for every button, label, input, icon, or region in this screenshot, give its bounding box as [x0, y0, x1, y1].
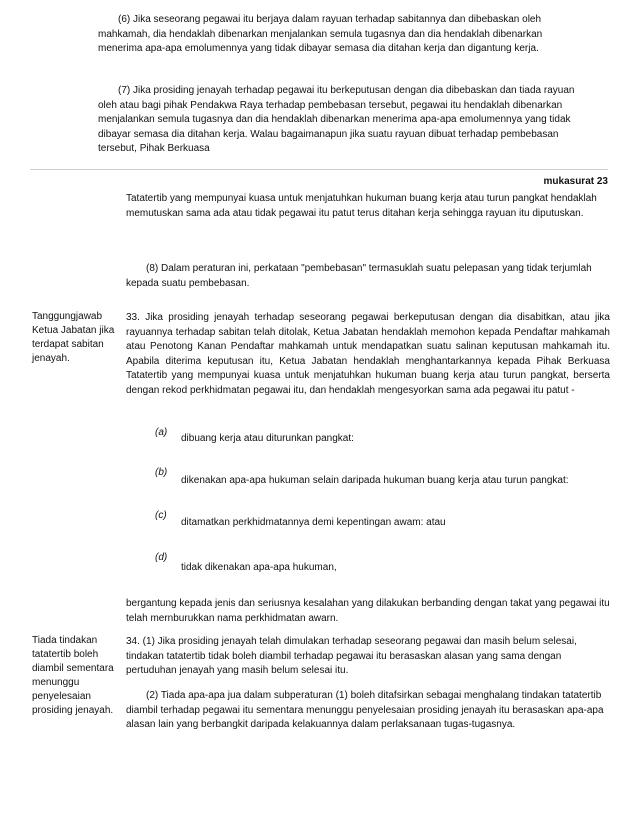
item-d-text: tidak dikenakan apa-apa hukuman, — [181, 562, 337, 573]
page-number: mukasurat 23 — [543, 176, 608, 187]
page-divider — [30, 169, 608, 170]
item-d-label: (d) — [155, 552, 168, 563]
paragraph-7: (7) Jika prosiding jenayah terhadap pegawai itu berkeputusan dengan dia dibebaskan dan tiada rayuan oleh atau bagi pihak Pendakwa Raya terhadap pembebasan tersebut, pegawai itu hendaklah dibenarkan menjalankan semula tugasnya dan dia hendaklah dibenarkan menerima apa-apa emolumennya yang tidak dibayar semasa dia ditahan kerja. Walau bagaimanapun jika suatu rayuan dibuat terhadap pembebasan tersebut, Pihak Berkuasa — [98, 85, 575, 154]
section-34-paragraph-2: (2) Tiada apa-apa jua dalam subperaturan (1) boleh ditafsirkan sebagai menghalang tindakan tatatertib diambil terhadap pegawai itu sementara menunggu penyelesaian prosiding jenayah itu berasaskan apa-apa alasan lain yang berbangkit daripada kelakuannya dalam perlaksanaan tugas-tugasnya. — [126, 690, 604, 730]
continuation-paragraph: Tatatertib yang mempunyai kuasa untuk menjatuhkan hukuman buang kerja atau turun pangkat hendaklah memutuskan sama ada atau tidak pegawai itu patut terus ditahan kerja sehingga rayuan itu diputuskan. — [126, 193, 597, 219]
section-33-closing: bergantung kepada jenis dan seriusnya kesalahan yang dilakukan berbanding dengan takat yang pegawai itu telah mernburukkan nama perkhidmatan awarn. — [126, 598, 610, 624]
section-34-paragraph-1: 34. (1) Jika prosiding jenayah telah dimulakan terhadap seseorang pegawai dan masih belum selesai, tindakan tatatertib tidak boleh diambil terhadap pegawai itu berasaskan alasan yang sama dengan pertuduhan jenayah yang masih belum selesai itu. — [126, 636, 577, 676]
item-b-text: dikenakan apa-apa hukuman selain daripada hukuman buang kerja atau turun pangkat: — [181, 475, 569, 486]
paragraph-6: (6) Jika seseorang pegawai itu berjaya dalam rayuan terhadap sabitannya dan dibebaskan oleh mahkamah, dia hendaklah dibenarkan menjalankan semula tugasnya dan dia hendaklah dibenarkan menerima apa-apa emolumennya yang tidak dibayar semasa dia ditahan kerja dan digantung kerja. — [98, 14, 543, 54]
side-note-section-34: Tiada tindakan tatatertib boleh diambil sementara menunggu penyelesaian prosiding jenayah. — [32, 635, 114, 716]
section-33-body: 33. Jika prosiding jenayah terhadap seseorang pegawai berkeputusan dengan dia disabitkan, atau jika rayuannya terhadap sabitan telah ditolak, Ketua Jabatan hendaklah memohon kepada Pendaftar mahkamah atau Penotong Kanan Pendaftar mahkamah untuk mendapatkan suatu salinan keputusan mahkamah itu. Apabila diterima keputusan itu, Ketua Jabatan hendaklah menghantarkannya kepada Pihak Berkuasa Tatatertib yang mempunyai kuasa untuk menjatuhkan hukuman buang kerja atau turun pangkat, berserta dengan rekod perkhidmatan pegawai itu, dan hendaklah mengesyorkan sama ada pegawai itu patut - — [126, 312, 610, 396]
side-note-section-33: Tanggungjawab Ketua Jabatan jika terdapat sabitan jenayah. — [32, 311, 115, 364]
item-a-text: dibuang kerja atau diturunkan pangkat: — [181, 433, 354, 444]
paragraph-8: (8) Dalam peraturan ini, perkataan "pembebasan" termasuklah suatu pelepasan yang tidak terjumlah kepada suatu pembebasan. — [126, 263, 592, 289]
item-a-label: (a) — [155, 427, 168, 438]
item-b-label: (b) — [155, 467, 168, 478]
item-c-text: ditamatkan perkhidmatannya demi kepentingan awam: atau — [181, 517, 446, 528]
item-c-label: (c) — [155, 510, 167, 521]
